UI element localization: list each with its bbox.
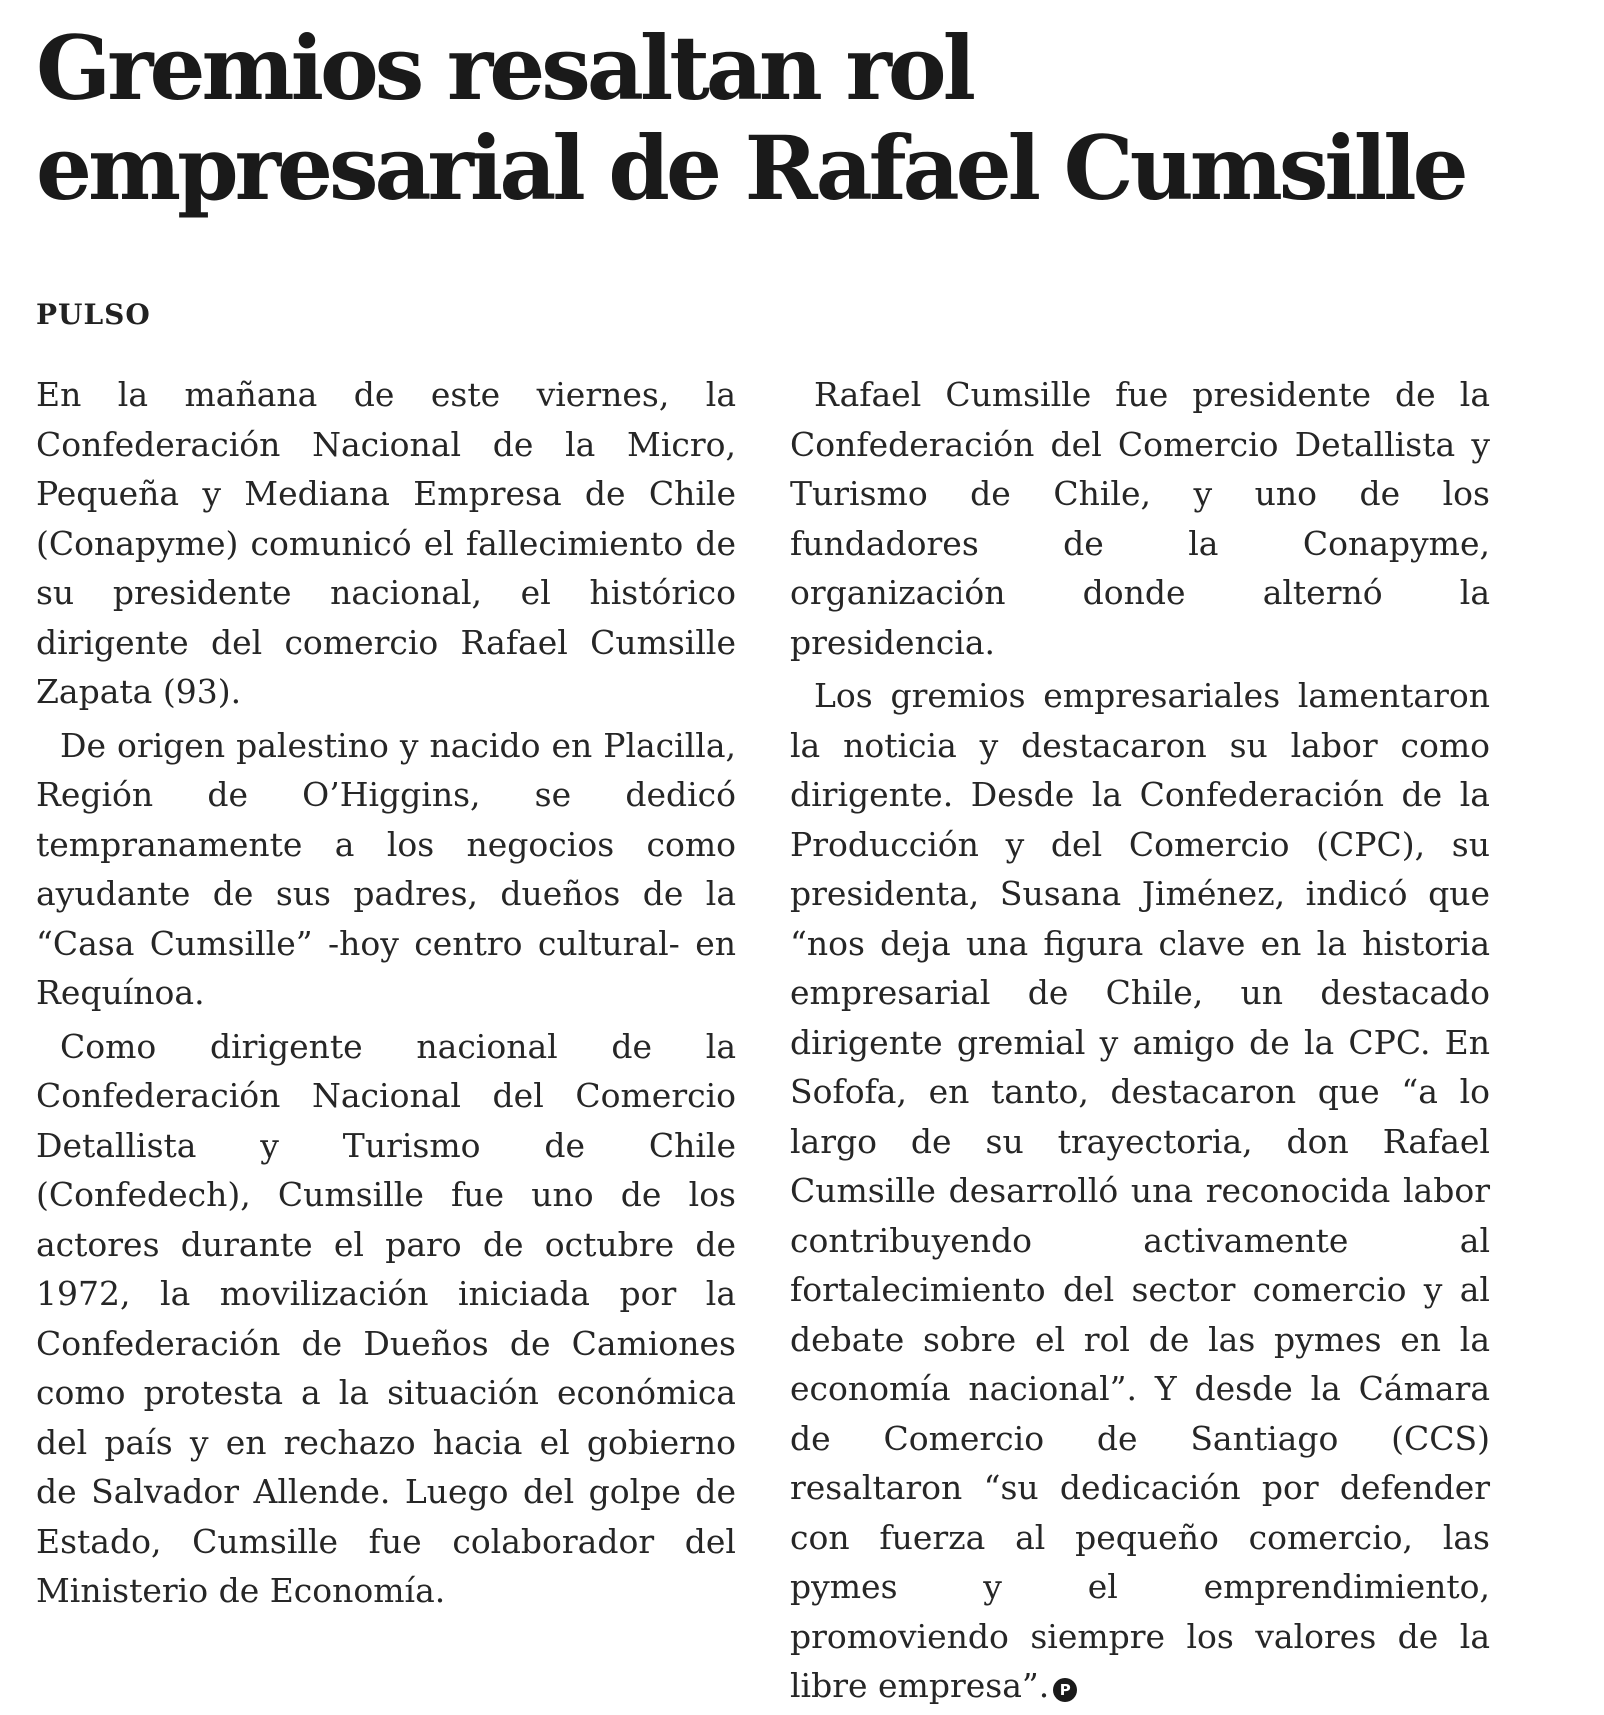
left-column (36, 370, 736, 1620)
paragraph: Rafael Cumsille fue presidente de la Confederación del Comercio Detallista y Turismo de Chile, y uno de los fundadores de la Conapyme, organización donde alternó la presidencia. (790, 375, 1490, 662)
right-column (790, 370, 1490, 1715)
paragraph: Como dirigente nacional de la Confederación Nacional del Comercio Detallista y Turismo de Chile (Confedech), Cumsille fue uno de los actores durante el paro de octubre de 1972, la movilización iniciada por la Confederación de Dueños de Camiones como protesta a la situación económica del país y en rechazo hacia el gobierno de Salvador Allende. Luego del golpe de Estado, Cumsille fue colaborador del Ministerio de Economía. (36, 1026, 736, 1610)
paragraph-text: Los gremios empresariales lamentaron la noticia y destacaron su labor como dirigente. Desde la Confederación de la Producción y del Comercio (CPC), su presidenta, Susana Jiménez, indicó que “nos deja una figura clave en la historia empresarial de Chile, un destacado dirigente gremial y amigo de la CPC. En Sofofa, en tanto, destacaron que “a lo largo de su trayectoria, don Rafael Cumsille desarrolló una reconocida labor contribuyendo activamente al fortalecimiento del sector comercio y al debate sobre el rol de las pymes en la economía nacional”. Y desde la Cámara de Comercio de Santiago (CCS) resaltaron “su dedicación por defender con fuerza al pequeño comercio, las pymes y el emprendimiento, promoviendo siempre los valores de la libre empresa”. (790, 676, 1490, 1705)
paragraph-last (790, 671, 1490, 1711)
end-mark-icon: P (1053, 1678, 1077, 1702)
paragraph: En la mañana de este viernes, la Confederación Nacional de la Micro, Pequeña y Mediana Empresa de Chile (Conapyme) comunicó el fallecimiento de su presidente nacional, el histórico dirigente del comercio Rafael Cumsille Zapata (93). (36, 375, 736, 711)
headline: Gremios resaltan rol empresarial de Rafael Cumsille (36, 16, 1465, 220)
paragraph: De origen palestino y nacido en Placilla, Región de O’Higgins, se dedicó tempranamente a los negocios como ayudante de sus padres, dueños de la “Casa Cumsille” -hoy centro cultural- en Requínoa. (36, 725, 736, 1012)
section-label: PULSO (36, 298, 151, 331)
